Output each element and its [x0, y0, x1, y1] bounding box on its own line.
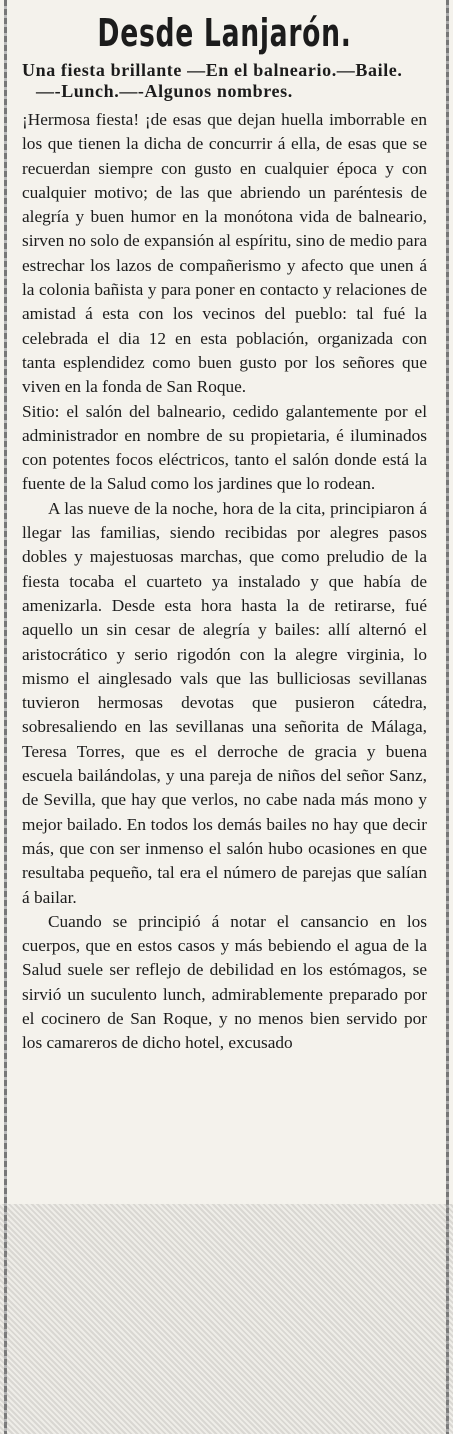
article-headline: Desde Lanjarón.	[97, 11, 352, 55]
article-paragraph-1: ¡Hermosa fiesta! ¡de esas que dejan huella imborrable en los que tienen la dicha de concurrir á ella, de esas que se recuerdan siempre con gusto en cualquier época y con cualquier motivo; de las que abriendo un paréntesis de alegría y buen humor en la monótona vida de balneario, sirven no solo de expansión al espíritu, sino de medio para estrechar los lazos de compañerismo y afecto que unen á la colonia bañista y para poner en contacto y relaciones de amistad á esta con los vecinos del pueblo: tal fué la celebrada el dia 12 en esta población, organizada con tanta esplendidez como buen gusto por los señores que viven en la fonda de San Roque.	[22, 110, 427, 397]
article-paragraph-2: Sitio: el salón del balneario, cedido galantemente por el administrador en nombre de su propietaria, é iluminados con potentes focos eléctricos, tanto el salón donde está la fuente de la Salud como los jardines que lo rodean.	[22, 401, 427, 494]
article-paragraph-3: A las nueve de la noche, hora de la cita, principiaron á llegar las familias, siendo recibidas por alegres pasos dobles y majestuosas marchas, que como preludio de la fiesta tocaba el cuarteto ya instalado y que había de amenizarla. Desde esta hora hasta la de retirarse, fué aquello un sin cesar de alegría y bailes: allí alternó el aristocrático y serio rigodón con la alegre virginia, lo mismo el ainglesado vals que las bulliciosas sevillanas tuvieron hermosas devotas que pusieron cátedra, sobresaliendo en las sevillanas una señorita de Málaga, Teresa Torres, que es el derroche de gracia y buena escuela bailándolas, y una pareja de niños del señor Sanz, de Sevilla, que hay que verlos, no cabe nada más mono y mejor bailado. En todos los demás bailes no hay que decir más, que con ser inmenso el salón hubo ocasiones en que resultaba pequeño, tal era el número de parejas que salían á bailar.	[22, 498, 427, 907]
print-texture-overlay	[0, 1204, 453, 1434]
left-column-rule	[4, 0, 7, 1434]
article-body	[22, 108, 427, 1056]
article-subheadline: Una fiesta brillante —En el balneario.—Baile.—-Lunch.—-Algunos nombres.	[22, 60, 403, 101]
article-paragraph-4: Cuando se principió á notar el cansancio en los cuerpos, que en estos casos y más bebiendo el agua de la Salud suele ser reflejo de debilidad en los estómagos, se sirvió un suculento lunch, admirablemente preparado por el cocinero de San Roque, y no menos bien servido por los camareros de dicho hotel, excusado	[22, 911, 427, 1053]
right-column-rule	[446, 0, 449, 1434]
